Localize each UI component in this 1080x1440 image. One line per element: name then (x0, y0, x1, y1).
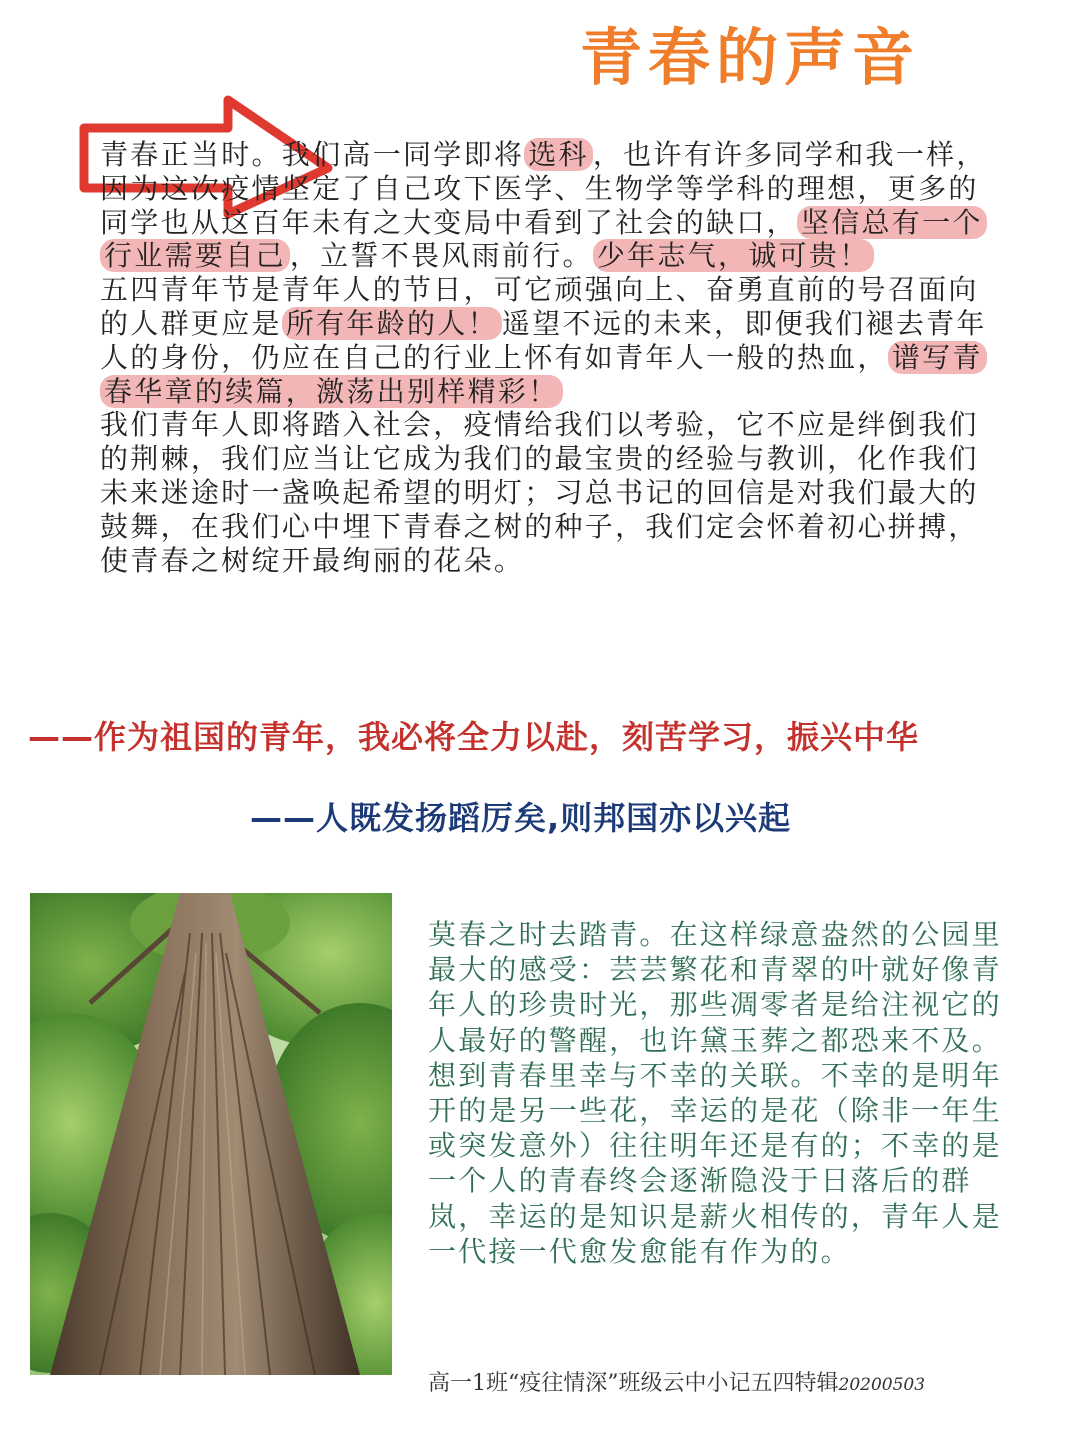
text-segment: 五四青年节是青年人的节日，可它顽强向上、奋勇直前的号召面向的人群更应是 (100, 273, 979, 340)
text-segment: ，也许有许多同学和我一样，因为这次疫情坚定了自己攻下医学、生物学等学科的理想，更多的同学也从这百年未有之大变局中看到了社会的缺口， (100, 138, 987, 239)
footer-label: 高一1班“疫往情深”班级云中小记五四特辑 (428, 1371, 839, 1396)
main-paragraph-1 (100, 138, 990, 273)
slogan-red: ——作为祖国的青年，我必将全力以赴，刻苦学习，振兴中华 (28, 718, 920, 756)
highlight-believe-industry: 坚信总有一个行业需要自己 (100, 206, 987, 273)
side-paragraph-1: 莫春之时去踏青。在这样绿意盎然的公园里最大的感受：芸芸繁花和青翠的叶就好像青年人的珍贵时光，那些凋零者是给注视它的人最好的警醒，也许黛玉葬之都恐来不及。 (428, 918, 1002, 1057)
main-paragraph-3: 我们青年人即将踏入社会，疫情给我们以考验，它不应是绊倒我们的荆棘，我们应当让它成为我们的最宝贵的经验与教训，化作我们未来迷途时一盏唤起希望的明灯；习总书记的回信是对我们最大的鼓舞，在我们心中埋下青春之树的种子，我们定会怀着初心拼搏，使青春之树绽开最绚丽的花朵。 (100, 408, 979, 577)
main-paragraph-2 (100, 273, 990, 408)
footer-caption (428, 1366, 1048, 1403)
tree-photo (30, 893, 392, 1375)
page-title: 青春的声音 (580, 21, 921, 94)
text-segment: ，立誓不畏风雨前行。 (289, 239, 593, 273)
text-segment: 遥望不远的未来，即便我们褪去青年人的身份，仍应在自己的行业上怀有如青年人一般的热血， (100, 306, 987, 374)
highlight-all-ages: 所有年龄的人！ (282, 307, 502, 340)
side-article (428, 917, 1028, 1269)
main-article (100, 138, 990, 577)
text-segment: 青春正当时。我们高一同学即将 (100, 138, 525, 171)
highlight-choose-subjects: 选科 (524, 138, 593, 171)
slogan-blue: ——人既发扬蹈厉矣,则邦国亦以兴起 (250, 799, 792, 837)
side-paragraph-2: 想到青春里幸与不幸的关联。不幸的是明年开的是另一些花，幸运的是花（除非一年生或突发意外）往往明年还是有的；不幸的是一个人的青春终会逐渐隐没于日落后的群岚，幸运的是知识是薪火相传的，青年人是一代接一代愈发愈能有作为的。 (428, 1058, 1002, 1268)
footer-date: 20200503 (838, 1375, 926, 1395)
highlight-write-youth-chapter: 谱写青春华章的续篇，激荡出别样精彩！ (100, 341, 987, 408)
highlight-youth-spirit: 少年志气，诚可贵！ (593, 239, 874, 272)
